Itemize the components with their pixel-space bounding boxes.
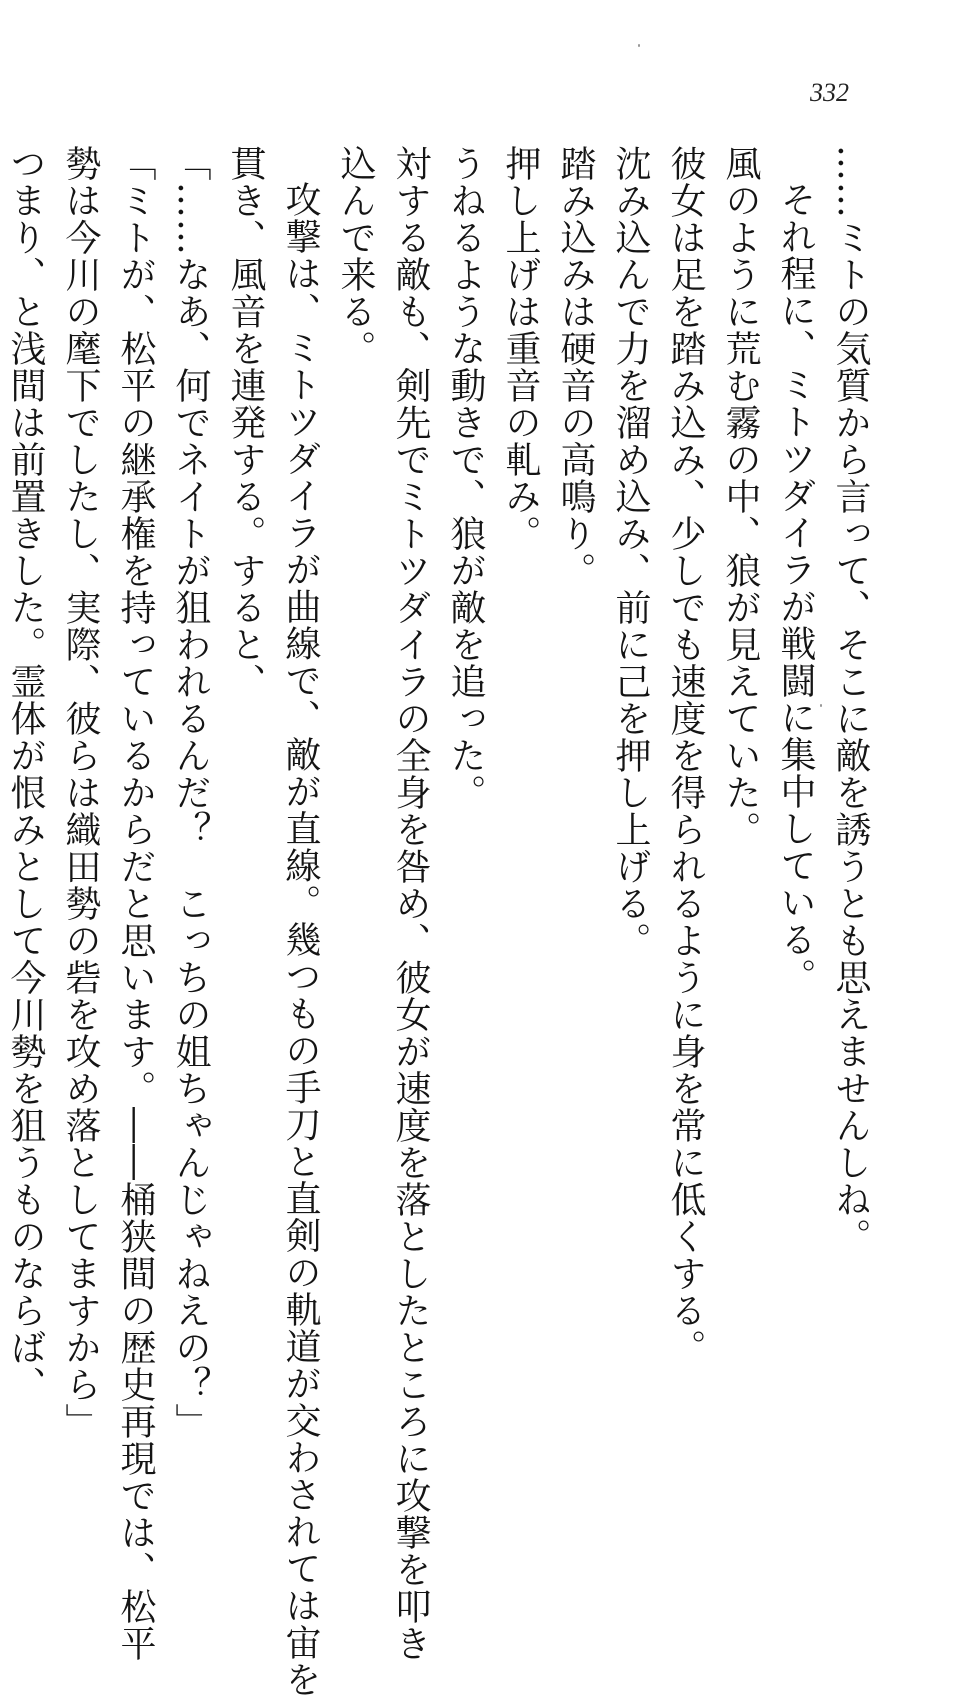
- scan-speck: [638, 44, 640, 47]
- text-line: 「ミトが、松平の継承権を持っているからだと思います。――桶狭間の歴史再現では、松平: [115, 145, 156, 1662]
- text-line: 押し上げは重音の軋み。: [500, 145, 541, 552]
- text-line: ……ミトの気質から言って、そこに敵を誘うとも思えませんしね。: [830, 145, 871, 1255]
- text-line: うねるような動きで、狼が敵を追った。: [445, 145, 486, 811]
- text-line: 風のように荒む霧の中、狼が見えていた。: [720, 145, 761, 848]
- text-line: 勢は今川の麾下でしたし、実際、彼らは織田勢の砦を攻め落としてますから」: [60, 145, 101, 1440]
- text-line: 対する敵も、剣先でミトツダイラの全身を咎め、彼女が速度を落としたところに攻撃を叩き: [390, 145, 431, 1662]
- text-line: それ程に、ミトツダイラが戦闘に集中している。: [775, 181, 816, 995]
- text-line: 「……なあ、何でネイトが狙われるんだ？ こっちの姐ちゃんじゃねえの？」: [170, 145, 211, 1440]
- text-line: 貫き、風音を連発する。すると、: [225, 145, 266, 700]
- text-line: つまり、と浅間は前置きした。霊体が恨みとして今川勢を狙うものならば、: [5, 145, 46, 1403]
- page-number: 332: [810, 78, 849, 107]
- text-line: 込んで来る。: [335, 145, 376, 367]
- body-text: [0, 145, 878, 1698]
- text-line: 沈み込んで力を溜め込み、前に己を押し上げる。: [610, 145, 651, 959]
- text-line: 彼女は足を踏み込み、少しでも速度を得られるように身を常に低くする。: [665, 145, 706, 1366]
- text-line: 踏み込みは硬音の高鳴り。: [555, 145, 596, 589]
- scan-speck: [820, 704, 822, 707]
- text-line: 攻撃は、ミトツダイラが曲線で、敵が直線。幾つもの手刀と直剣の軌道が交わされては宙を: [280, 181, 321, 1698]
